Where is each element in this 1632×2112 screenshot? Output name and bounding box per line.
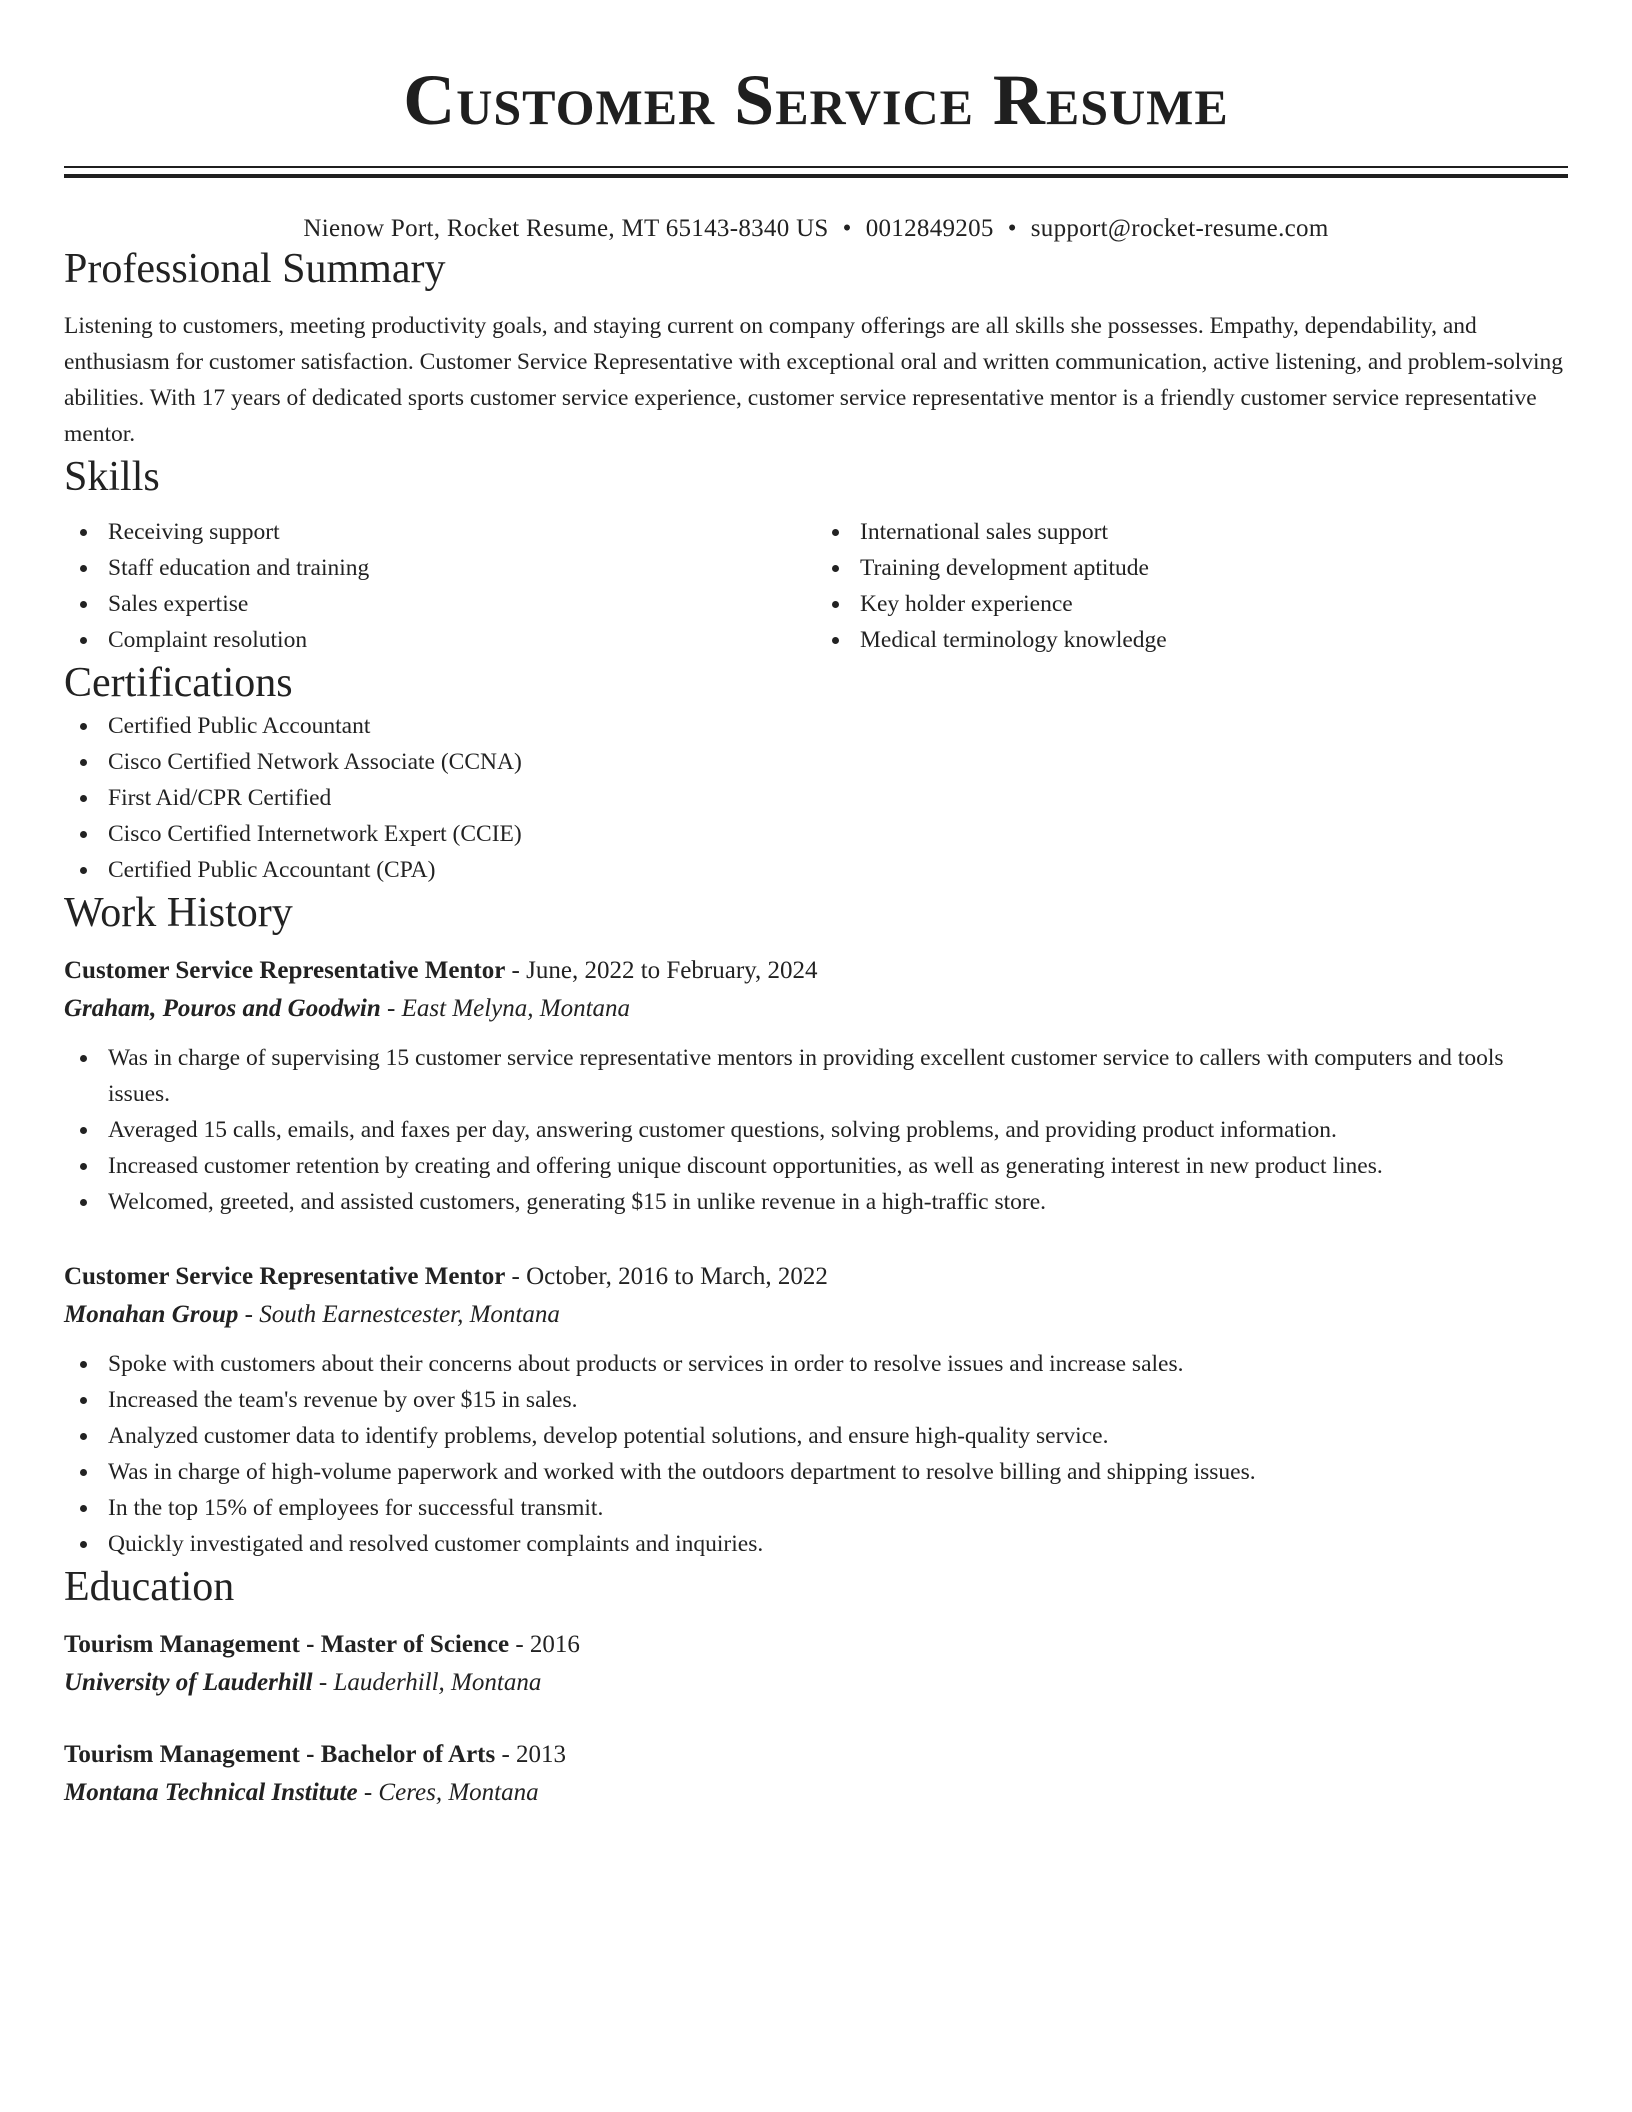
job-duties-list xyxy=(64,1040,1568,1220)
job-company-line: Monahan Group - South Earnestcester, Montana xyxy=(64,1301,560,1328)
school-name: Montana Technical Institute xyxy=(64,1779,358,1806)
skill-item: Key holder experience xyxy=(816,586,1568,622)
skill-item: Staff education and training xyxy=(64,550,816,586)
school-line: Montana Technical Institute - Ceres, Montana xyxy=(64,1779,539,1806)
school-line: University of Lauderhill - Lauderhill, Montana xyxy=(64,1669,542,1696)
contact-separator: • xyxy=(1007,215,1017,242)
education-entry xyxy=(64,1736,1568,1812)
job-dates: October, 2016 to March, 2022 xyxy=(526,1263,828,1290)
skills-list-left xyxy=(64,514,816,658)
job-duty: In the top 15% of employees for successful transmit. xyxy=(64,1490,1568,1526)
job-duty: Analyzed customer data to identify problems, develop potential solutions, and ensure high-quality service. xyxy=(64,1418,1568,1454)
job-dates: June, 2022 to February, 2024 xyxy=(526,957,818,984)
certification-item: First Aid/CPR Certified xyxy=(64,780,1568,816)
certification-item: Certified Public Accountant xyxy=(64,708,1568,744)
job-company-line: Graham, Pouros and Goodwin - East Melyna, Montana xyxy=(64,995,631,1022)
job-title: Customer Service Representative Mentor xyxy=(64,1263,506,1290)
job-duty: Was in charge of high-volume paperwork and worked with the outdoors department to resolve billing and shipping issues. xyxy=(64,1454,1568,1490)
job-company: Monahan Group xyxy=(64,1301,239,1328)
title-divider-thin xyxy=(64,166,1568,168)
job-duty: Was in charge of supervising 15 customer service representative mentors in providing excellent customer service to callers with computers and tools issues. xyxy=(64,1040,1568,1112)
skills-heading: Skills xyxy=(64,454,160,500)
resume-title: Customer Service Resume xyxy=(403,60,1229,140)
job-duty: Spoke with customers about their concerns about products or services in order to resolve issues and increase sales. xyxy=(64,1346,1568,1382)
education-heading: Education xyxy=(64,1564,235,1610)
job-entry xyxy=(64,952,1568,1220)
contact-phone: 0012849205 xyxy=(865,215,994,242)
certification-item: Cisco Certified Internetwork Expert (CCIE) xyxy=(64,816,1568,852)
contact-email: support@rocket-resume.com xyxy=(1030,215,1329,242)
skill-item: Receiving support xyxy=(64,514,816,550)
job-location: South Earnestcester, Montana xyxy=(259,1301,560,1328)
graduation-year: 2013 xyxy=(516,1741,567,1768)
certification-item: Certified Public Accountant (CPA) xyxy=(64,852,1568,888)
degree-line: Tourism Management - Master of Science - 2016 xyxy=(64,1631,580,1658)
skill-item: Medical terminology knowledge xyxy=(816,622,1568,658)
degree-line: Tourism Management - Bachelor of Arts - 2013 xyxy=(64,1741,567,1768)
graduation-year: 2016 xyxy=(529,1631,580,1658)
job-location: East Melyna, Montana xyxy=(401,995,631,1022)
education-entry xyxy=(64,1626,1568,1702)
summary-heading: Professional Summary xyxy=(64,246,446,292)
job-title-line: Customer Service Representative Mentor - October, 2016 to March, 2022 xyxy=(64,1263,828,1290)
job-entry xyxy=(64,1258,1568,1562)
certifications-list xyxy=(64,708,1568,888)
contact-separator: • xyxy=(842,215,852,242)
title-divider-thick xyxy=(64,174,1568,178)
job-title-line: Customer Service Representative Mentor - June, 2022 to February, 2024 xyxy=(64,957,818,984)
school-name: University of Lauderhill xyxy=(64,1669,313,1696)
job-duties-list xyxy=(64,1346,1568,1562)
school-location: Ceres, Montana xyxy=(378,1779,539,1806)
job-duty: Increased the team's revenue by over $15 in sales. xyxy=(64,1382,1568,1418)
work-history-heading: Work History xyxy=(64,890,293,936)
skill-item: Sales expertise xyxy=(64,586,816,622)
job-title: Customer Service Representative Mentor xyxy=(64,957,506,984)
job-duty: Quickly investigated and resolved customer complaints and inquiries. xyxy=(64,1526,1568,1562)
skill-item: International sales support xyxy=(816,514,1568,550)
job-duty: Welcomed, greeted, and assisted customers, generating $15 in unlike revenue in a high-traffic store. xyxy=(64,1184,1568,1220)
skills-columns xyxy=(64,514,1568,658)
skills-list-right xyxy=(816,514,1568,658)
skill-item: Training development aptitude xyxy=(816,550,1568,586)
degree: Tourism Management - Bachelor of Arts xyxy=(64,1741,496,1768)
degree: Tourism Management - Master of Science xyxy=(64,1631,510,1658)
contact-address: Nienow Port, Rocket Resume, MT 65143-8340 US xyxy=(303,215,829,242)
summary-text: Listening to customers, meeting productivity goals, and staying current on company offerings are all skills she possesses. Empathy, dependability, and enthusiasm for customer satisfaction. Customer Service Representative with exceptional oral and written communication, active listening, and problem-solving abilities. With 17 years of dedicated sports customer service experience, customer service representative mentor is a friendly customer service representative mentor. xyxy=(64,313,1564,447)
certifications-heading: Certifications xyxy=(64,660,293,706)
school-location: Lauderhill, Montana xyxy=(333,1669,542,1696)
job-duty: Increased customer retention by creating and offering unique discount opportunities, as well as generating interest in new product lines. xyxy=(64,1148,1568,1184)
job-company: Graham, Pouros and Goodwin xyxy=(64,995,381,1022)
skill-item: Complaint resolution xyxy=(64,622,816,658)
certification-item: Cisco Certified Network Associate (CCNA) xyxy=(64,744,1568,780)
contact-line xyxy=(64,214,1568,244)
job-duty: Averaged 15 calls, emails, and faxes per day, answering customer questions, solving problems, and providing product information. xyxy=(64,1112,1568,1148)
